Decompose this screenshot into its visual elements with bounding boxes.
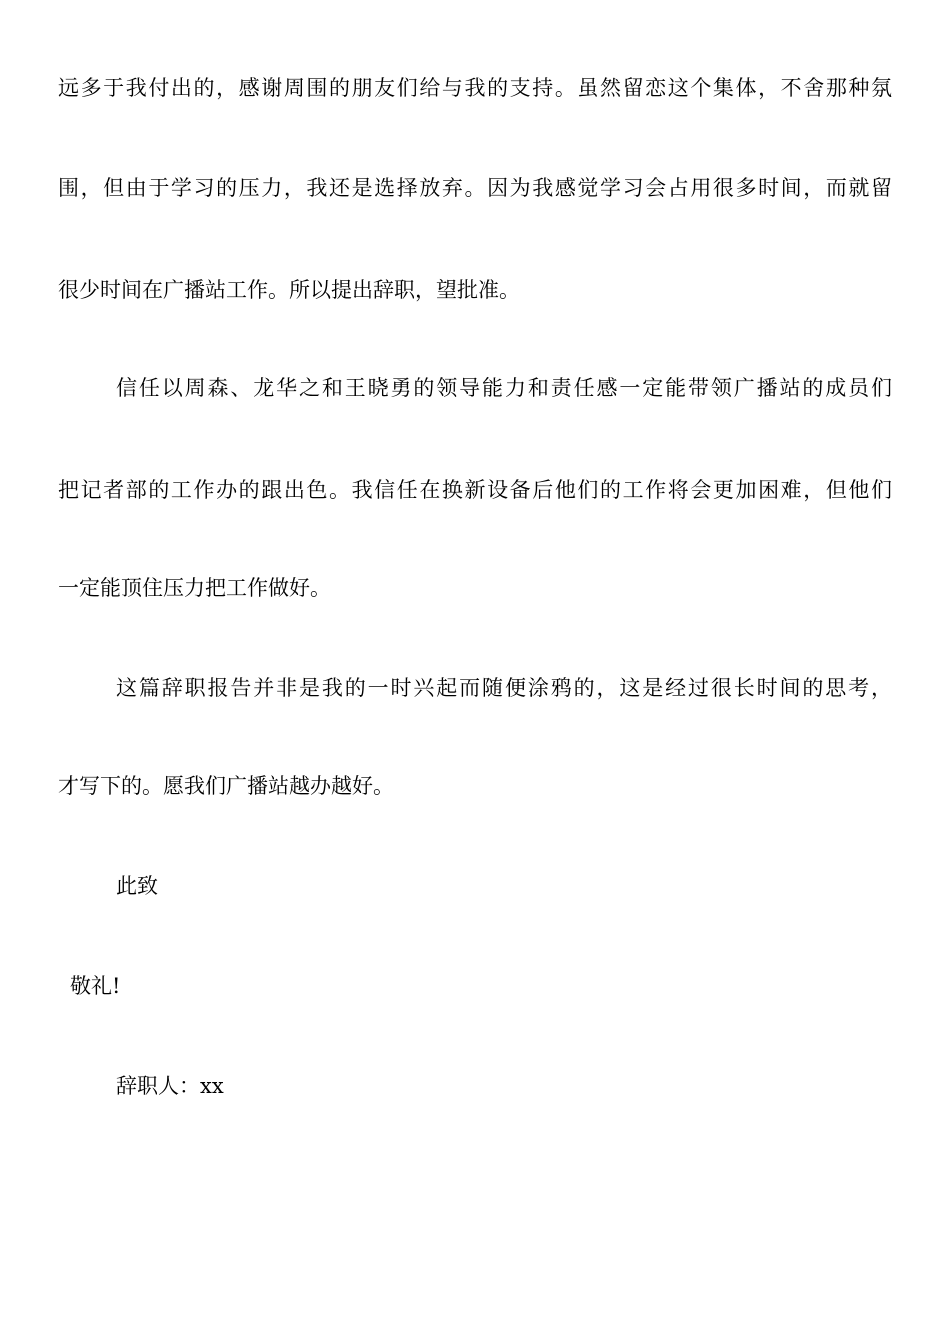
body-line-2: 围，但由于学习的压力，我还是选择放弃。因为我感觉学习会占用很多时间，而就留 [58,176,892,200]
body-line-4: 信任以周森、龙华之和王晓勇的领导能力和责任感一定能带领广播站的成员们 [116,376,892,400]
body-line-3: 很少时间在广播站工作。所以提出辞职，望批准。 [58,278,520,302]
body-line-5: 把记者部的工作办的跟出色。我信任在换新设备后他们的工作将会更加困难，但他们 [58,478,892,502]
closing-text: 此致 [116,874,158,898]
salute-text: 敬礼! [70,974,121,998]
body-line-1: 远多于我付出的，感谢周围的朋友们给与我的支持。虽然留恋这个集体，不舍那种氛 [58,76,892,100]
signature-text: 辞职人：xx [116,1074,224,1098]
body-line-7: 这篇辞职报告并非是我的一时兴起而随便涂鸦的，这是经过很长时间的思考， [116,676,892,700]
body-line-8: 才写下的。愿我们广播站越办越好。 [58,774,394,798]
body-line-6: 一定能顶住压力把工作做好。 [58,576,331,600]
